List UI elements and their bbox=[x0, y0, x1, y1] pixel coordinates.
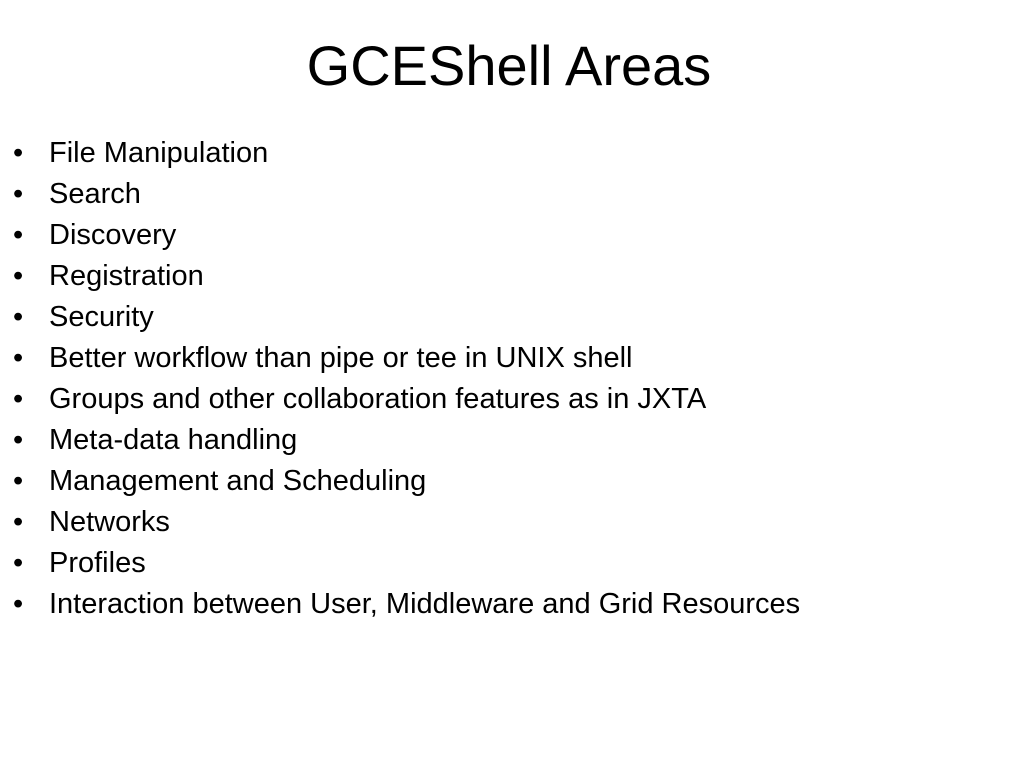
bullet-text: Better workflow than pipe or tee in UNIX shell bbox=[49, 342, 633, 374]
bullet-text: Discovery bbox=[49, 219, 177, 251]
slide-title: GCEShell Areas bbox=[306, 34, 712, 97]
bullet-text: File Manipulation bbox=[49, 137, 269, 169]
bullet-point-icon: • bbox=[13, 588, 24, 620]
bullet-point-icon: • bbox=[13, 465, 24, 497]
bullet-point-icon: • bbox=[13, 178, 24, 210]
bullet-text: Meta-data handling bbox=[49, 424, 298, 456]
bullet-text: Groups and other collaboration features as in JXTA bbox=[49, 383, 707, 415]
bullet-text: Networks bbox=[49, 506, 170, 538]
bullet-point-icon: • bbox=[13, 383, 24, 415]
bullet-point-icon: • bbox=[13, 219, 24, 251]
bullet-point-icon: • bbox=[13, 342, 24, 374]
bullet-point-icon: • bbox=[13, 260, 24, 292]
bullet-text: Search bbox=[49, 178, 141, 210]
bullet-point-icon: • bbox=[13, 301, 24, 333]
bullet-point-icon: • bbox=[13, 137, 24, 169]
bullet-point-icon: • bbox=[13, 547, 24, 579]
bullet-text: Interaction between User, Middleware and Grid Resources bbox=[49, 588, 801, 620]
bullet-text: Profiles bbox=[49, 547, 146, 579]
bullet-point-icon: • bbox=[13, 506, 24, 538]
bullet-text: Registration bbox=[49, 260, 204, 292]
bullet-text: Security bbox=[49, 301, 154, 333]
bullet-text: Management and Scheduling bbox=[49, 465, 427, 497]
bullet-point-icon: • bbox=[13, 424, 24, 456]
